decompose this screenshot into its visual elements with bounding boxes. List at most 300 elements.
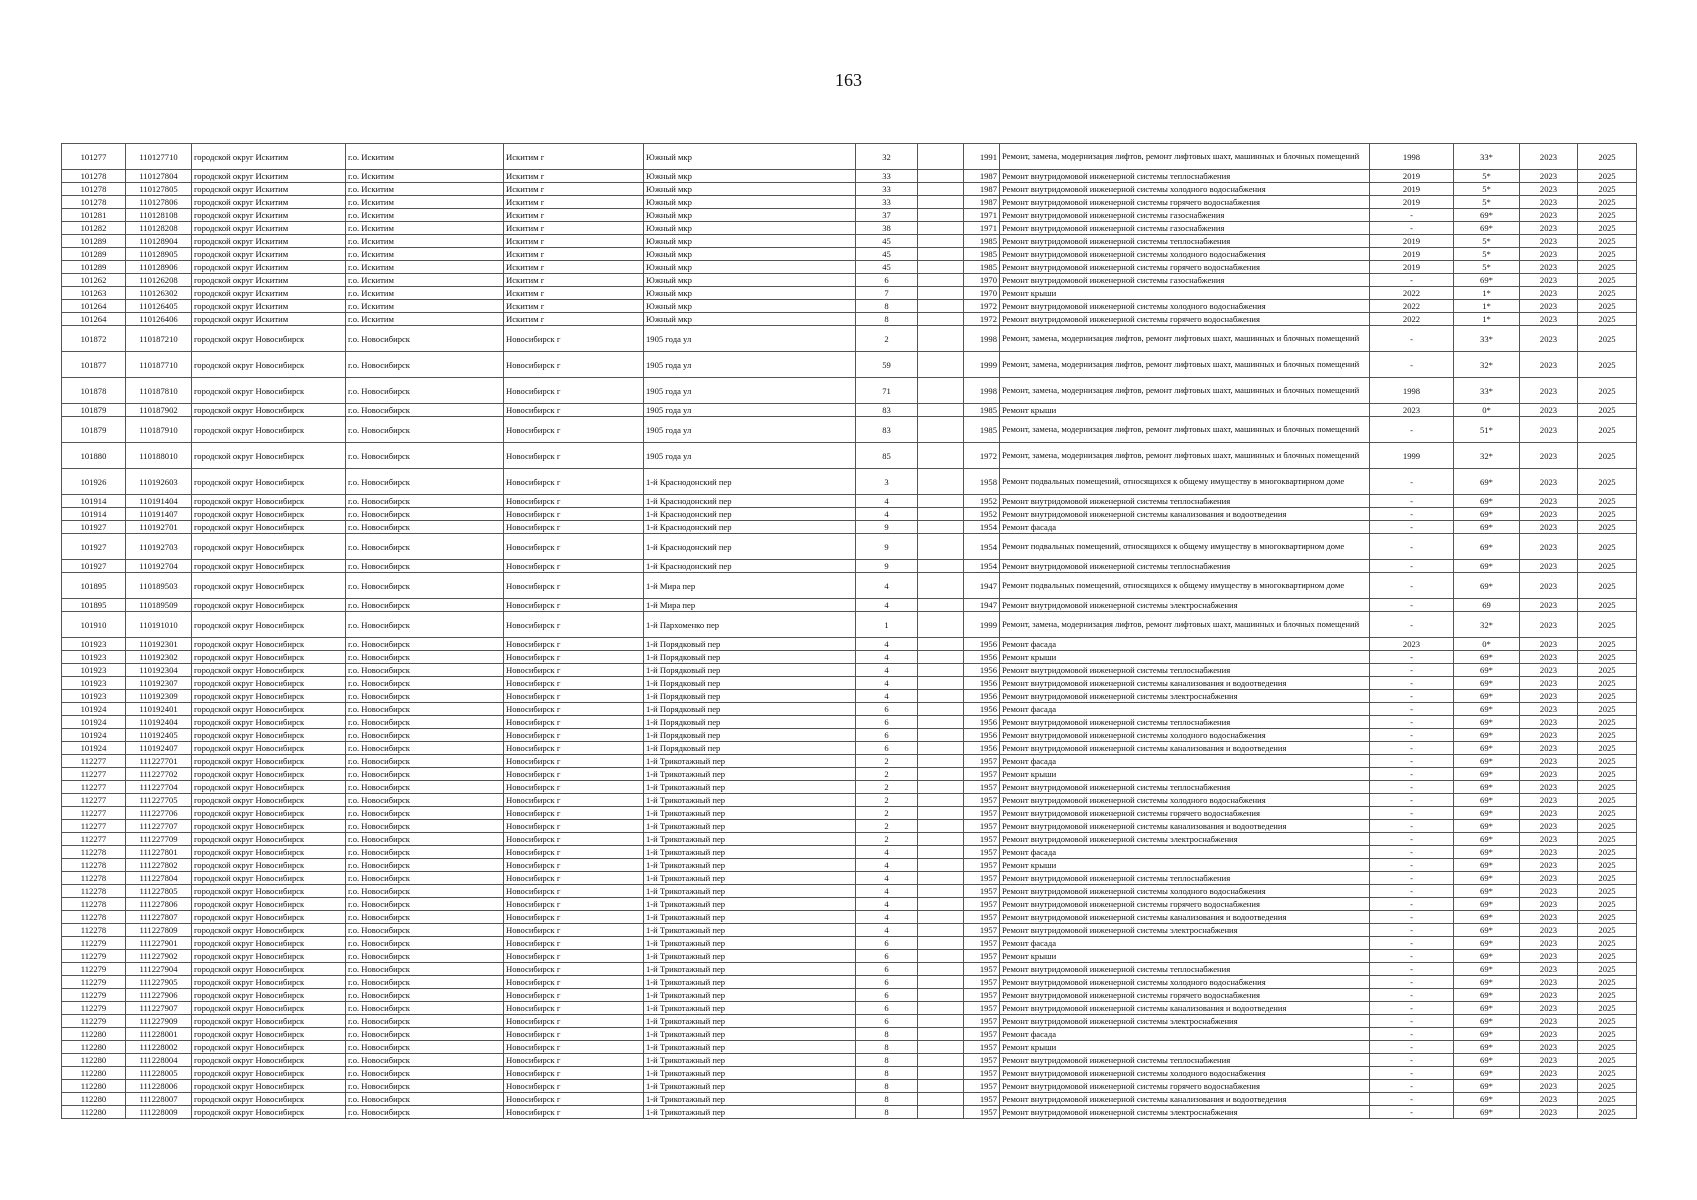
cell-municipal-district: городской округ Новосибирск (192, 859, 346, 872)
cell-wear-percent: 69* (1454, 560, 1520, 573)
cell-plan-end-year: 2025 (1578, 599, 1637, 612)
cell-last-repair-year: - (1370, 274, 1454, 287)
cell-build-year: 1957 (964, 1002, 1000, 1015)
table-row (62, 950, 1637, 963)
cell-locality: Искитим г (504, 248, 644, 261)
cell-plan-end-year: 2025 (1578, 235, 1637, 248)
table-row (62, 976, 1637, 989)
cell-municipality: г.о. Новосибирск (346, 690, 504, 703)
cell-house-id: 101910 (62, 612, 126, 638)
cell-record-id: 110192701 (126, 521, 192, 534)
cell-street: 1-й Порядковый пер (644, 638, 856, 651)
cell-record-id: 110192704 (126, 560, 192, 573)
cell-plan-end-year: 2025 (1578, 313, 1637, 326)
cell-locality: Новосибирск г (504, 872, 644, 885)
cell-wear-percent: 32* (1454, 352, 1520, 378)
cell-locality: Новосибирск г (504, 755, 644, 768)
cell-municipality: г.о. Новосибирск (346, 326, 504, 352)
cell-last-repair-year: 2019 (1370, 196, 1454, 209)
cell-build-year: 1958 (964, 469, 1000, 495)
cell-build-year: 1957 (964, 820, 1000, 833)
cell-municipal-district: городской округ Новосибирск (192, 1093, 346, 1106)
cell-municipality: г.о. Новосибирск (346, 638, 504, 651)
cell-street: Южный мкр (644, 248, 856, 261)
cell-locality: Новосибирск г (504, 898, 644, 911)
cell-wear-percent: 32* (1454, 612, 1520, 638)
cell-municipal-district: городской округ Новосибирск (192, 833, 346, 846)
cell-municipality: г.о. Новосибирск (346, 521, 504, 534)
cell-plan-end-year: 2025 (1578, 534, 1637, 560)
cell-plan-start-year: 2023 (1520, 1028, 1578, 1041)
cell-building (918, 560, 964, 573)
cell-wear-percent: 69* (1454, 690, 1520, 703)
cell-municipal-district: городской округ Искитим (192, 287, 346, 300)
cell-record-id: 110192302 (126, 651, 192, 664)
cell-record-id: 111227705 (126, 794, 192, 807)
cell-work-type: Ремонт внутридомовой инженерной системы газоснабжения (1000, 209, 1370, 222)
cell-locality: Новосибирск г (504, 781, 644, 794)
cell-last-repair-year: - (1370, 690, 1454, 703)
cell-plan-end-year: 2025 (1578, 222, 1637, 235)
cell-house-id: 101877 (62, 352, 126, 378)
cell-house-number: 4 (856, 651, 918, 664)
cell-last-repair-year: - (1370, 950, 1454, 963)
cell-house-number: 6 (856, 989, 918, 1002)
cell-municipality: г.о. Новосибирск (346, 911, 504, 924)
cell-building (918, 1054, 964, 1067)
cell-house-id: 101927 (62, 521, 126, 534)
cell-street: 1-й Краснодонский пер (644, 521, 856, 534)
cell-work-type: Ремонт внутридомовой инженерной системы горячего водоснабжения (1000, 1080, 1370, 1093)
cell-plan-start-year: 2023 (1520, 222, 1578, 235)
cell-house-id: 101924 (62, 742, 126, 755)
cell-build-year: 1957 (964, 807, 1000, 820)
cell-locality: Новосибирск г (504, 911, 644, 924)
cell-wear-percent: 69* (1454, 664, 1520, 677)
cell-plan-start-year: 2023 (1520, 885, 1578, 898)
cell-municipal-district: городской округ Искитим (192, 196, 346, 209)
cell-locality: Новосибирск г (504, 703, 644, 716)
cell-street: 1-й Порядковый пер (644, 703, 856, 716)
table-row (62, 1041, 1637, 1054)
cell-building (918, 209, 964, 222)
cell-locality: Искитим г (504, 300, 644, 313)
table-row (62, 989, 1637, 1002)
cell-street: 1-й Порядковый пер (644, 651, 856, 664)
cell-municipality: г.о. Искитим (346, 287, 504, 300)
cell-last-repair-year: 1999 (1370, 443, 1454, 469)
cell-last-repair-year: - (1370, 352, 1454, 378)
cell-municipality: г.о. Новосибирск (346, 976, 504, 989)
cell-building (918, 1015, 964, 1028)
cell-municipal-district: городской округ Новосибирск (192, 716, 346, 729)
table-row (62, 196, 1637, 209)
cell-house-id: 112280 (62, 1106, 126, 1119)
cell-work-type: Ремонт внутридомовой инженерной системы электроснабжения (1000, 1106, 1370, 1119)
cell-plan-end-year: 2025 (1578, 1106, 1637, 1119)
cell-wear-percent: 69* (1454, 768, 1520, 781)
cell-plan-end-year: 2025 (1578, 690, 1637, 703)
cell-work-type: Ремонт внутридомовой инженерной системы электроснабжения (1000, 1015, 1370, 1028)
table-row (62, 1093, 1637, 1106)
cell-record-id: 110192407 (126, 742, 192, 755)
cell-last-repair-year: - (1370, 872, 1454, 885)
cell-record-id: 110192301 (126, 638, 192, 651)
cell-plan-end-year: 2025 (1578, 1002, 1637, 1015)
cell-wear-percent: 69* (1454, 469, 1520, 495)
cell-municipality: г.о. Новосибирск (346, 1002, 504, 1015)
cell-build-year: 1971 (964, 209, 1000, 222)
cell-street: 1-й Трикотажный пер (644, 1028, 856, 1041)
cell-house-id: 101278 (62, 170, 126, 183)
cell-build-year: 1957 (964, 1093, 1000, 1106)
cell-work-type: Ремонт внутридомовой инженерной системы горячего водоснабжения (1000, 261, 1370, 274)
cell-record-id: 111227709 (126, 833, 192, 846)
table-row (62, 417, 1637, 443)
cell-record-id: 110192401 (126, 703, 192, 716)
cell-building (918, 664, 964, 677)
cell-street: 1-й Трикотажный пер (644, 950, 856, 963)
cell-house-number: 9 (856, 534, 918, 560)
cell-municipality: г.о. Новосибирск (346, 781, 504, 794)
cell-plan-end-year: 2025 (1578, 287, 1637, 300)
cell-house-id: 101278 (62, 196, 126, 209)
cell-municipality: г.о. Искитим (346, 222, 504, 235)
table-row (62, 248, 1637, 261)
cell-build-year: 1998 (964, 326, 1000, 352)
cell-house-id: 101872 (62, 326, 126, 352)
cell-plan-start-year: 2023 (1520, 1015, 1578, 1028)
cell-build-year: 1987 (964, 170, 1000, 183)
table-row (62, 209, 1637, 222)
cell-locality: Новосибирск г (504, 534, 644, 560)
cell-work-type: Ремонт внутридомовой инженерной системы электроснабжения (1000, 690, 1370, 703)
cell-work-type: Ремонт внутридомовой инженерной системы холодного водоснабжения (1000, 885, 1370, 898)
cell-plan-end-year: 2025 (1578, 924, 1637, 937)
cell-plan-start-year: 2023 (1520, 560, 1578, 573)
cell-last-repair-year: - (1370, 664, 1454, 677)
cell-build-year: 1957 (964, 846, 1000, 859)
cell-wear-percent: 69* (1454, 521, 1520, 534)
cell-street: 1905 года ул (644, 404, 856, 417)
cell-municipal-district: городской округ Новосибирск (192, 807, 346, 820)
cell-wear-percent: 69* (1454, 755, 1520, 768)
cell-record-id: 110191407 (126, 508, 192, 521)
cell-work-type: Ремонт фасада (1000, 937, 1370, 950)
cell-record-id: 111228002 (126, 1041, 192, 1054)
cell-municipality: г.о. Новосибирск (346, 534, 504, 560)
cell-house-number: 6 (856, 976, 918, 989)
cell-street: 1-й Мира пер (644, 599, 856, 612)
cell-last-repair-year: 2023 (1370, 404, 1454, 417)
cell-municipal-district: городской округ Новосибирск (192, 703, 346, 716)
cell-work-type: Ремонт крыши (1000, 859, 1370, 872)
cell-build-year: 1957 (964, 1080, 1000, 1093)
cell-record-id: 111227907 (126, 1002, 192, 1015)
cell-municipality: г.о. Искитим (346, 274, 504, 287)
cell-municipality: г.о. Новосибирск (346, 950, 504, 963)
cell-work-type: Ремонт внутридомовой инженерной системы канализования и водоотведения (1000, 1002, 1370, 1015)
cell-plan-start-year: 2023 (1520, 352, 1578, 378)
cell-municipality: г.о. Новосибирск (346, 1041, 504, 1054)
cell-wear-percent: 1* (1454, 287, 1520, 300)
table-row (62, 1080, 1637, 1093)
table-body (62, 144, 1637, 1119)
cell-municipal-district: городской округ Новосибирск (192, 1041, 346, 1054)
cell-building (918, 534, 964, 560)
cell-street: 1-й Трикотажный пер (644, 872, 856, 885)
cell-plan-start-year: 2023 (1520, 417, 1578, 443)
cell-work-type: Ремонт фасада (1000, 846, 1370, 859)
cell-building (918, 781, 964, 794)
cell-house-id: 112279 (62, 1015, 126, 1028)
cell-municipality: г.о. Новосибирск (346, 612, 504, 638)
cell-plan-end-year: 2025 (1578, 404, 1637, 417)
cell-work-type: Ремонт внутридомовой инженерной системы канализования и водоотведения (1000, 911, 1370, 924)
cell-plan-end-year: 2025 (1578, 976, 1637, 989)
cell-house-number: 1 (856, 612, 918, 638)
cell-locality: Новосибирск г (504, 560, 644, 573)
cell-work-type: Ремонт крыши (1000, 950, 1370, 963)
cell-wear-percent: 51* (1454, 417, 1520, 443)
cell-last-repair-year: - (1370, 1015, 1454, 1028)
table-row (62, 833, 1637, 846)
cell-house-number: 71 (856, 378, 918, 404)
cell-municipality: г.о. Искитим (346, 183, 504, 196)
cell-build-year: 1957 (964, 976, 1000, 989)
cell-house-number: 9 (856, 560, 918, 573)
cell-municipality: г.о. Новосибирск (346, 677, 504, 690)
cell-house-id: 101927 (62, 560, 126, 573)
cell-work-type: Ремонт внутридомовой инженерной системы теплоснабжения (1000, 872, 1370, 885)
cell-record-id: 111227902 (126, 950, 192, 963)
cell-municipal-district: городской округ Новосибирск (192, 976, 346, 989)
cell-wear-percent: 33* (1454, 326, 1520, 352)
cell-build-year: 1956 (964, 664, 1000, 677)
cell-house-number: 6 (856, 937, 918, 950)
cell-plan-end-year: 2025 (1578, 326, 1637, 352)
cell-building (918, 599, 964, 612)
cell-municipal-district: городской округ Новосибирск (192, 885, 346, 898)
cell-record-id: 111228001 (126, 1028, 192, 1041)
cell-record-id: 110189503 (126, 573, 192, 599)
cell-record-id: 111227702 (126, 768, 192, 781)
cell-plan-start-year: 2023 (1520, 287, 1578, 300)
cell-municipal-district: городской округ Новосибирск (192, 404, 346, 417)
cell-build-year: 1998 (964, 378, 1000, 404)
cell-plan-start-year: 2023 (1520, 950, 1578, 963)
cell-municipality: г.о. Новосибирск (346, 716, 504, 729)
cell-build-year: 1985 (964, 417, 1000, 443)
cell-building (918, 807, 964, 820)
cell-plan-start-year: 2023 (1520, 807, 1578, 820)
table-row (62, 924, 1637, 937)
cell-house-id: 101926 (62, 469, 126, 495)
cell-last-repair-year: - (1370, 1028, 1454, 1041)
cell-house-number: 4 (856, 677, 918, 690)
cell-plan-end-year: 2025 (1578, 183, 1637, 196)
cell-municipal-district: городской округ Новосибирск (192, 781, 346, 794)
cell-plan-start-year: 2023 (1520, 378, 1578, 404)
cell-house-number: 32 (856, 144, 918, 170)
cell-municipal-district: городской округ Новосибирск (192, 508, 346, 521)
table-row (62, 651, 1637, 664)
cell-record-id: 110128108 (126, 209, 192, 222)
cell-house-id: 101879 (62, 404, 126, 417)
cell-building (918, 222, 964, 235)
cell-record-id: 111227807 (126, 911, 192, 924)
cell-house-number: 45 (856, 248, 918, 261)
cell-municipal-district: городской округ Новосибирск (192, 872, 346, 885)
cell-building (918, 404, 964, 417)
cell-municipal-district: городской округ Новосибирск (192, 690, 346, 703)
cell-wear-percent: 69* (1454, 729, 1520, 742)
cell-street: 1-й Трикотажный пер (644, 1054, 856, 1067)
cell-house-id: 101914 (62, 508, 126, 521)
cell-plan-end-year: 2025 (1578, 144, 1637, 170)
cell-wear-percent: 69* (1454, 222, 1520, 235)
table-row (62, 755, 1637, 768)
cell-record-id: 111227904 (126, 963, 192, 976)
cell-municipal-district: городской округ Новосибирск (192, 560, 346, 573)
table-row (62, 404, 1637, 417)
cell-record-id: 110127806 (126, 196, 192, 209)
cell-build-year: 1957 (964, 859, 1000, 872)
cell-last-repair-year: - (1370, 924, 1454, 937)
cell-record-id: 110128905 (126, 248, 192, 261)
cell-house-id: 101263 (62, 287, 126, 300)
cell-plan-start-year: 2023 (1520, 755, 1578, 768)
cell-municipal-district: городской округ Новосибирск (192, 911, 346, 924)
cell-municipal-district: городской округ Новосибирск (192, 1106, 346, 1119)
cell-building (918, 690, 964, 703)
cell-plan-start-year: 2023 (1520, 651, 1578, 664)
cell-house-number: 59 (856, 352, 918, 378)
cell-municipality: г.о. Новосибирск (346, 742, 504, 755)
cell-plan-end-year: 2025 (1578, 1067, 1637, 1080)
cell-street: 1-й Трикотажный пер (644, 1067, 856, 1080)
cell-municipal-district: городской округ Новосибирск (192, 326, 346, 352)
cell-plan-start-year: 2023 (1520, 1002, 1578, 1015)
cell-house-number: 4 (856, 872, 918, 885)
cell-house-id: 112278 (62, 924, 126, 937)
cell-record-id: 111227905 (126, 976, 192, 989)
table-row (62, 781, 1637, 794)
cell-building (918, 963, 964, 976)
cell-last-repair-year: - (1370, 508, 1454, 521)
cell-municipality: г.о. Новосибирск (346, 378, 504, 404)
cell-municipality: г.о. Искитим (346, 248, 504, 261)
cell-street: 1-й Трикотажный пер (644, 1106, 856, 1119)
cell-building (918, 417, 964, 443)
cell-plan-start-year: 2023 (1520, 898, 1578, 911)
cell-municipal-district: городской округ Новосибирск (192, 820, 346, 833)
cell-plan-end-year: 2025 (1578, 703, 1637, 716)
table-row (62, 937, 1637, 950)
cell-street: 1-й Порядковый пер (644, 729, 856, 742)
cell-wear-percent: 5* (1454, 183, 1520, 196)
cell-last-repair-year: - (1370, 820, 1454, 833)
cell-plan-start-year: 2023 (1520, 144, 1578, 170)
cell-municipality: г.о. Новосибирск (346, 1106, 504, 1119)
cell-street: 1-й Краснодонский пер (644, 469, 856, 495)
cell-last-repair-year: 2022 (1370, 313, 1454, 326)
cell-last-repair-year: - (1370, 573, 1454, 599)
cell-last-repair-year: - (1370, 1002, 1454, 1015)
cell-wear-percent: 33* (1454, 144, 1520, 170)
cell-municipal-district: городской округ Новосибирск (192, 378, 346, 404)
cell-wear-percent: 69* (1454, 703, 1520, 716)
cell-house-id: 112277 (62, 781, 126, 794)
cell-build-year: 1970 (964, 274, 1000, 287)
cell-building (918, 326, 964, 352)
cell-record-id: 110127710 (126, 144, 192, 170)
cell-locality: Новосибирск г (504, 989, 644, 1002)
cell-municipality: г.о. Новосибирск (346, 1028, 504, 1041)
cell-work-type: Ремонт, замена, модернизация лифтов, ремонт лифтовых шахт, машинных и блочных помещений (1000, 144, 1370, 170)
cell-locality: Искитим г (504, 196, 644, 209)
cell-wear-percent: 69* (1454, 781, 1520, 794)
cell-street: 1-й Трикотажный пер (644, 976, 856, 989)
cell-work-type: Ремонт внутридомовой инженерной системы канализования и водоотведения (1000, 677, 1370, 690)
cell-municipal-district: городской округ Новосибирск (192, 898, 346, 911)
cell-work-type: Ремонт подвальных помещений, относящихся к общему имуществу в многоквартирном доме (1000, 469, 1370, 495)
cell-building (918, 846, 964, 859)
cell-street: 1-й Трикотажный пер (644, 924, 856, 937)
cell-wear-percent: 1* (1454, 313, 1520, 326)
table-row (62, 807, 1637, 820)
cell-building (918, 1041, 964, 1054)
cell-house-id: 112277 (62, 833, 126, 846)
cell-build-year: 1957 (964, 911, 1000, 924)
cell-build-year: 1987 (964, 183, 1000, 196)
cell-house-id: 112279 (62, 937, 126, 950)
cell-locality: Новосибирск г (504, 807, 644, 820)
cell-last-repair-year: - (1370, 1067, 1454, 1080)
cell-plan-start-year: 2023 (1520, 534, 1578, 560)
cell-municipal-district: городской округ Новосибирск (192, 664, 346, 677)
cell-municipal-district: городской округ Искитим (192, 313, 346, 326)
table-row (62, 534, 1637, 560)
cell-record-id: 111228006 (126, 1080, 192, 1093)
cell-plan-start-year: 2023 (1520, 794, 1578, 807)
cell-house-number: 4 (856, 924, 918, 937)
table-row (62, 703, 1637, 716)
cell-plan-end-year: 2025 (1578, 729, 1637, 742)
cell-building (918, 729, 964, 742)
cell-house-id: 101927 (62, 534, 126, 560)
cell-street: Южный мкр (644, 235, 856, 248)
cell-last-repair-year: - (1370, 781, 1454, 794)
cell-last-repair-year: - (1370, 1054, 1454, 1067)
cell-building (918, 872, 964, 885)
cell-build-year: 1957 (964, 1015, 1000, 1028)
cell-plan-end-year: 2025 (1578, 950, 1637, 963)
cell-municipality: г.о. Новосибирск (346, 859, 504, 872)
cell-record-id: 110187710 (126, 352, 192, 378)
table-row (62, 235, 1637, 248)
cell-municipal-district: городской округ Новосибирск (192, 755, 346, 768)
cell-plan-end-year: 2025 (1578, 1093, 1637, 1106)
cell-work-type: Ремонт подвальных помещений, относящихся к общему имуществу в многоквартирном доме (1000, 573, 1370, 599)
cell-plan-start-year: 2023 (1520, 248, 1578, 261)
cell-locality: Новосибирск г (504, 599, 644, 612)
cell-street: 1-й Трикотажный пер (644, 794, 856, 807)
cell-municipal-district: городской округ Новосибирск (192, 950, 346, 963)
cell-plan-start-year: 2023 (1520, 521, 1578, 534)
cell-locality: Новосибирск г (504, 846, 644, 859)
table-row (62, 885, 1637, 898)
